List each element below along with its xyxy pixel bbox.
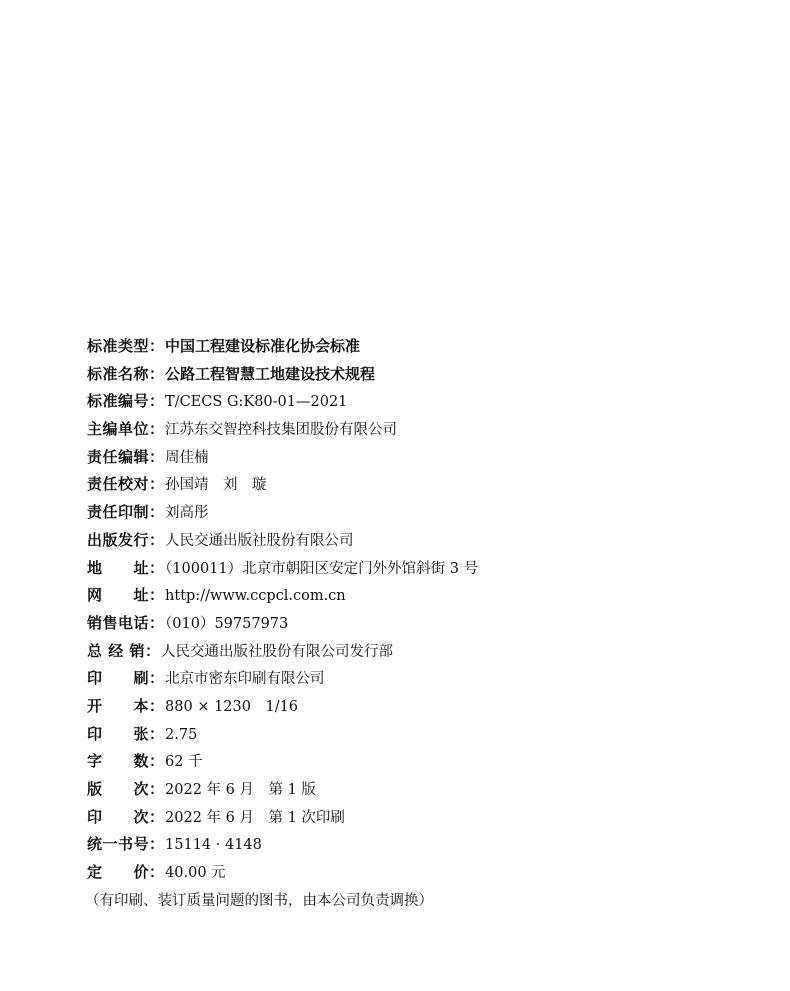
info-row-distributor (87, 638, 747, 666)
row-label: 出版发行 (87, 530, 150, 549)
row-value: 40.00 元 (165, 865, 226, 882)
row-value: （010）59757973 (165, 615, 289, 632)
quality-note (87, 887, 747, 915)
row-value: 江苏东交智控科技集团股份有限公司 (165, 422, 398, 439)
info-row-edition (87, 776, 747, 804)
row-colon: ： (149, 558, 165, 577)
row-label: 标准名称 (87, 364, 150, 383)
row-label: 统一书号 (87, 835, 150, 854)
info-row-chief-editor-unit (87, 416, 747, 444)
row-label: 总 经 销 (87, 641, 145, 660)
info-row-word-count (87, 748, 747, 776)
row-label: 印 刷 (87, 669, 150, 688)
info-row-address (87, 555, 747, 583)
row-label: 责任编辑 (87, 447, 150, 466)
row-value: T/CECS G:K80-01—2021 (165, 394, 348, 411)
row-value: （100011）北京市朝阳区安定门外外馆斜街 3 号 (165, 560, 479, 577)
row-value: 2022 年 6 月 第 1 版 (165, 782, 316, 798)
info-row-sales-phone (87, 610, 747, 638)
row-value: 北京市密东印刷有限公司 (165, 671, 325, 688)
row-value: 880 × 1230 1/16 (165, 698, 299, 715)
row-label: 责任印制 (87, 503, 150, 522)
info-row-publisher (87, 527, 747, 555)
row-value: 刘高彤 (165, 505, 209, 522)
row-label: 字 数 (87, 752, 150, 771)
info-row-proofreader (87, 471, 747, 499)
info-row-format (87, 693, 747, 721)
row-label: 销售电话 (87, 613, 150, 632)
info-row-standard-name (87, 361, 747, 389)
row-value: 2022 年 6 月 第 1 次印刷 (165, 809, 345, 826)
info-row-website (87, 582, 747, 610)
quality-note-text: （有印刷、装订质量问题的图书，由本公司负责调换） (85, 892, 433, 909)
row-label: 标准编号 (87, 392, 150, 411)
row-label: 印 张 (87, 724, 150, 743)
row-value: 孙国靖 刘 璇 (165, 477, 267, 494)
row-colon: ： (149, 807, 165, 826)
row-value: 15114 · 4148 (165, 837, 262, 854)
row-label: 标准类型 (87, 337, 150, 355)
row-colon: ： (149, 780, 165, 798)
row-value: 周佳楠 (165, 449, 209, 466)
info-row-standard-number (87, 388, 747, 416)
info-row-book-number (87, 831, 747, 859)
row-label: 主编单位 (87, 420, 150, 439)
row-colon: ： (149, 863, 165, 882)
row-value: 62 千 (165, 754, 203, 771)
row-colon: ： (149, 669, 165, 688)
publication-info (87, 333, 747, 914)
info-row-printed-sheets (87, 721, 747, 749)
row-colon: ： (149, 364, 165, 383)
row-label: 开 本 (87, 696, 150, 715)
info-row-printer (87, 665, 747, 693)
row-value: 2.75 (165, 726, 198, 743)
row-colon: ： (144, 641, 160, 660)
row-value: http://www.ccpcl.com.cn (165, 588, 346, 605)
row-colon: ： (149, 835, 165, 854)
info-row-printing (87, 804, 747, 832)
row-value: 中国工程建设标准化协会标准 (165, 337, 361, 355)
row-colon: ： (149, 503, 165, 522)
info-row-editor (87, 444, 747, 472)
row-colon: ： (149, 475, 165, 494)
row-colon: ： (149, 420, 165, 439)
info-row-price (87, 859, 747, 887)
row-colon: ： (149, 752, 165, 771)
row-colon: ： (149, 530, 165, 549)
row-colon: ： (149, 392, 165, 411)
row-value: 人民交通出版社股份有限公司 (165, 532, 354, 549)
row-label: 定 价 (87, 863, 150, 882)
row-colon: ： (149, 586, 165, 605)
row-colon: ： (149, 337, 165, 355)
row-label: 印 次 (87, 807, 150, 826)
row-value: 人民交通出版社股份有限公司发行部 (160, 643, 393, 660)
info-row-standard-type (87, 333, 747, 361)
row-label: 版 次 (87, 780, 150, 798)
row-colon: ： (149, 613, 165, 632)
row-colon: ： (149, 696, 165, 715)
info-row-print-supervisor (87, 499, 747, 527)
row-colon: ： (149, 447, 165, 466)
row-colon: ： (149, 724, 165, 743)
row-label: 地 址 (87, 558, 150, 577)
row-label: 责任校对 (87, 475, 150, 494)
row-label: 网 址 (87, 586, 150, 605)
row-value: 公路工程智慧工地建设技术规程 (165, 364, 376, 383)
